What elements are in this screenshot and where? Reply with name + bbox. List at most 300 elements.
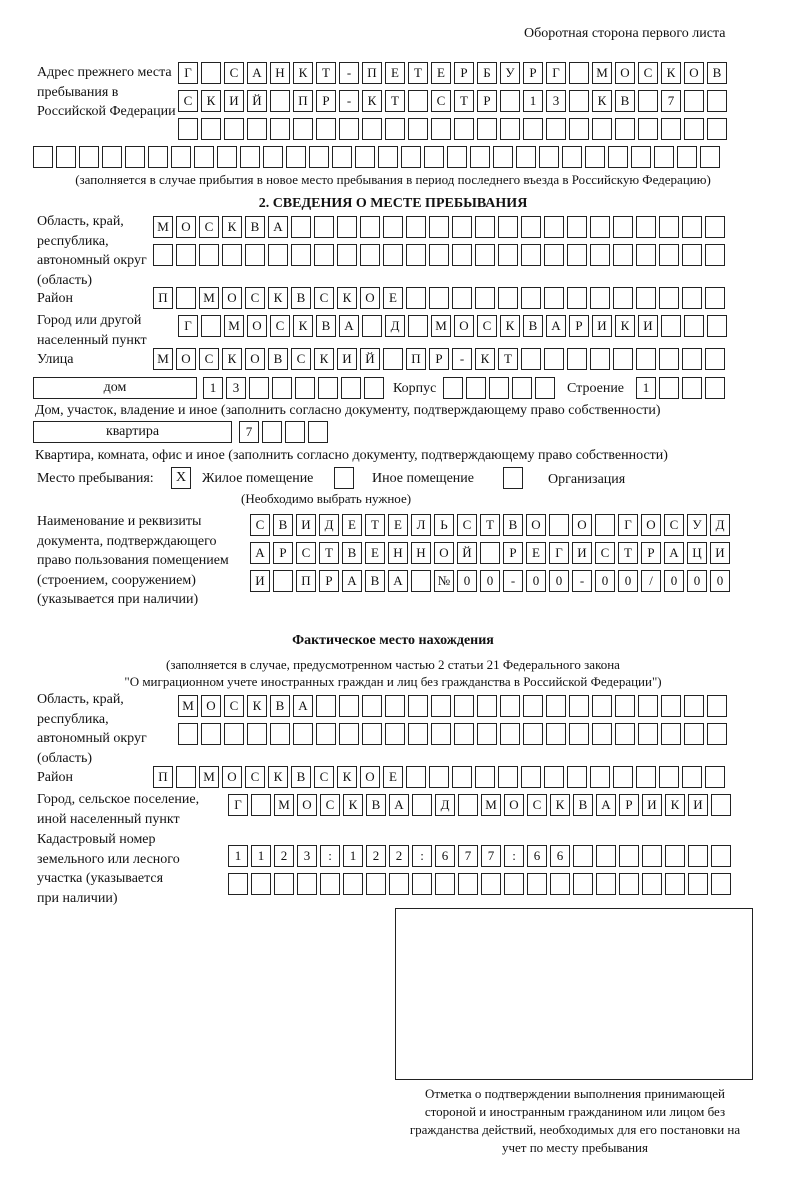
char-cell: К	[293, 62, 313, 84]
char-cell: 1	[523, 90, 543, 112]
char-cell	[247, 118, 267, 140]
korpus-cells	[443, 377, 558, 399]
region-label: Область, край, республика, автономный округ (область)	[37, 214, 147, 288]
char-cell	[435, 873, 455, 895]
char-cell: О	[572, 514, 592, 536]
region-row-1	[153, 216, 728, 238]
char-cell	[569, 695, 589, 717]
char-cell	[466, 377, 486, 399]
char-cell: Т	[408, 62, 428, 84]
char-cell	[224, 723, 244, 745]
char-cell	[431, 723, 451, 745]
char-cell: Д	[319, 514, 339, 536]
char-cell: М	[178, 695, 198, 717]
char-cell: Д	[710, 514, 730, 536]
char-cell: В	[268, 348, 288, 370]
char-cell	[569, 118, 589, 140]
char-cell	[677, 146, 697, 168]
char-cell: -	[503, 570, 523, 592]
char-cell: И	[337, 348, 357, 370]
char-cell	[364, 377, 384, 399]
char-cell	[684, 118, 704, 140]
char-cell: О	[222, 287, 242, 309]
char-cell	[201, 723, 221, 745]
char-cell	[332, 146, 352, 168]
char-cell: Е	[383, 287, 403, 309]
char-cell	[249, 377, 269, 399]
char-cell	[661, 695, 681, 717]
char-cell	[521, 244, 541, 266]
char-cell	[700, 146, 720, 168]
char-cell: В	[342, 542, 362, 564]
char-cell: К	[343, 794, 363, 816]
char-cell: П	[293, 90, 313, 112]
char-cell: В	[503, 514, 523, 536]
char-cell	[447, 146, 467, 168]
char-cell	[550, 873, 570, 895]
char-cell: С	[296, 542, 316, 564]
char-cell: А	[388, 570, 408, 592]
actual-district-row	[153, 766, 728, 788]
char-cell	[489, 377, 509, 399]
char-cell	[411, 570, 431, 592]
char-cell: К	[201, 90, 221, 112]
char-cell: О	[245, 348, 265, 370]
char-cell	[176, 287, 196, 309]
char-cell: В	[707, 62, 727, 84]
char-cell	[544, 348, 564, 370]
char-cell	[263, 146, 283, 168]
char-cell	[544, 766, 564, 788]
char-cell	[452, 766, 472, 788]
char-cell: К	[550, 794, 570, 816]
char-cell	[705, 287, 725, 309]
char-cell	[378, 146, 398, 168]
char-cell: О	[360, 287, 380, 309]
char-cell	[493, 146, 513, 168]
char-cell: К	[314, 348, 334, 370]
char-cell: 7	[481, 845, 501, 867]
char-cell: С	[664, 514, 684, 536]
char-cell: Р	[429, 348, 449, 370]
char-cell	[362, 118, 382, 140]
char-cell: Р	[569, 315, 589, 337]
char-cell	[339, 723, 359, 745]
char-cell: А	[596, 794, 616, 816]
char-cell	[638, 90, 658, 112]
char-cell	[521, 287, 541, 309]
char-cell	[619, 873, 639, 895]
house-number-cells	[203, 377, 387, 399]
char-cell: Р	[641, 542, 661, 564]
char-cell: Е	[431, 62, 451, 84]
char-cell	[544, 287, 564, 309]
char-cell	[148, 146, 168, 168]
char-cell	[705, 766, 725, 788]
char-cell: К	[222, 348, 242, 370]
char-cell: К	[500, 315, 520, 337]
char-cell	[549, 514, 569, 536]
char-cell	[429, 766, 449, 788]
char-cell	[222, 244, 242, 266]
char-cell: А	[247, 62, 267, 84]
char-cell: С	[595, 542, 615, 564]
char-cell	[406, 244, 426, 266]
char-cell	[385, 723, 405, 745]
char-cell	[316, 723, 336, 745]
char-cell: Й	[457, 542, 477, 564]
char-cell	[682, 216, 702, 238]
char-cell	[201, 118, 221, 140]
char-cell: С	[178, 90, 198, 112]
char-cell: 1	[636, 377, 656, 399]
char-cell: :	[412, 845, 432, 867]
doc-row-2	[250, 542, 733, 564]
char-cell	[546, 118, 566, 140]
char-cell	[498, 766, 518, 788]
char-cell	[408, 695, 428, 717]
char-cell	[546, 723, 566, 745]
char-cell	[475, 287, 495, 309]
char-cell	[385, 695, 405, 717]
char-cell	[711, 873, 731, 895]
char-cell	[406, 287, 426, 309]
char-cell	[362, 695, 382, 717]
char-cell: -	[339, 90, 359, 112]
char-cell	[688, 845, 708, 867]
char-cell: Т	[454, 90, 474, 112]
char-cell	[539, 146, 559, 168]
char-cell: 0	[457, 570, 477, 592]
char-cell: А	[293, 695, 313, 717]
char-cell	[684, 90, 704, 112]
place-label: Место пребывания:	[37, 471, 154, 486]
char-cell: Б	[477, 62, 497, 84]
char-cell	[297, 873, 317, 895]
char-cell: Л	[411, 514, 431, 536]
char-cell	[523, 723, 543, 745]
char-cell: П	[153, 766, 173, 788]
char-cell	[590, 287, 610, 309]
char-cell	[684, 315, 704, 337]
stroenie-cells	[636, 377, 728, 399]
char-cell	[171, 146, 191, 168]
char-cell	[272, 377, 292, 399]
char-cell	[504, 873, 524, 895]
char-cell: С	[250, 514, 270, 536]
flat-note: Квартира, комната, офис и иное (заполнить согласно документу, подтверждающему право собственности)	[35, 448, 668, 463]
char-cell	[389, 873, 409, 895]
doc-label: Наименование и реквизиты документа, подтверждающего право пользования помещением (строением, сооружением) (указывается при наличии)	[37, 514, 229, 607]
char-cell	[608, 146, 628, 168]
char-cell: 0	[595, 570, 615, 592]
cadastre-row-2	[228, 873, 734, 895]
char-cell	[360, 216, 380, 238]
char-cell: Р	[477, 90, 497, 112]
char-cell: С	[314, 766, 334, 788]
char-cell	[682, 287, 702, 309]
place-option-residential: Жилое помещение	[202, 471, 314, 486]
char-cell	[707, 315, 727, 337]
char-cell: Т	[385, 90, 405, 112]
char-cell	[178, 723, 198, 745]
char-cell: О	[526, 514, 546, 536]
char-cell	[523, 695, 543, 717]
char-cell	[224, 118, 244, 140]
char-cell: И	[688, 794, 708, 816]
place-option-other: Иное помещение	[372, 471, 474, 486]
char-cell	[431, 118, 451, 140]
char-cell: А	[664, 542, 684, 564]
char-cell	[705, 216, 725, 238]
char-cell: М	[592, 62, 612, 84]
char-cell	[544, 216, 564, 238]
char-cell: Р	[503, 542, 523, 564]
char-cell	[431, 695, 451, 717]
char-cell: В	[615, 90, 635, 112]
char-cell: О	[504, 794, 524, 816]
char-cell	[512, 377, 532, 399]
char-cell: Г	[546, 62, 566, 84]
char-cell	[475, 766, 495, 788]
char-cell	[638, 118, 658, 140]
char-cell	[636, 766, 656, 788]
char-cell: Р	[316, 90, 336, 112]
char-cell: Г	[178, 315, 198, 337]
char-cell	[654, 146, 674, 168]
char-cell: Р	[619, 794, 639, 816]
char-cell	[274, 873, 294, 895]
char-cell: О	[297, 794, 317, 816]
char-cell	[592, 118, 612, 140]
char-cell: Й	[360, 348, 380, 370]
char-cell	[475, 216, 495, 238]
stroenie-label: Строение	[567, 381, 625, 396]
char-cell	[406, 766, 426, 788]
char-cell	[521, 348, 541, 370]
char-cell	[573, 845, 593, 867]
char-cell	[429, 244, 449, 266]
char-cell: В	[270, 695, 290, 717]
char-cell	[585, 146, 605, 168]
char-cell: О	[176, 216, 196, 238]
char-cell: О	[434, 542, 454, 564]
prev-address-row-1	[178, 62, 730, 84]
char-cell	[705, 348, 725, 370]
char-cell	[659, 348, 679, 370]
char-cell: 0	[687, 570, 707, 592]
char-cell	[544, 244, 564, 266]
char-cell	[176, 766, 196, 788]
char-cell	[516, 146, 536, 168]
char-cell	[562, 146, 582, 168]
char-cell	[665, 845, 685, 867]
char-cell	[341, 377, 361, 399]
char-cell: Е	[365, 542, 385, 564]
char-cell	[523, 118, 543, 140]
char-cell: В	[291, 766, 311, 788]
char-cell	[619, 845, 639, 867]
korpus-label: Корпус	[393, 381, 437, 396]
char-cell: 1	[228, 845, 248, 867]
char-cell: А	[342, 570, 362, 592]
district-label: Район	[37, 291, 73, 306]
char-cell	[661, 723, 681, 745]
char-cell: Г	[618, 514, 638, 536]
char-cell	[711, 794, 731, 816]
char-cell: 1	[203, 377, 223, 399]
char-cell	[707, 118, 727, 140]
char-cell: 0	[710, 570, 730, 592]
char-cell: О	[615, 62, 635, 84]
char-cell: 6	[550, 845, 570, 867]
char-cell	[366, 873, 386, 895]
char-cell: 0	[664, 570, 684, 592]
char-cell	[176, 244, 196, 266]
char-cell: И	[638, 315, 658, 337]
char-cell: 2	[366, 845, 386, 867]
char-cell	[477, 118, 497, 140]
char-cell: Й	[247, 90, 267, 112]
char-cell: -	[572, 570, 592, 592]
char-cell	[383, 244, 403, 266]
char-cell: 0	[618, 570, 638, 592]
char-cell: С	[199, 348, 219, 370]
char-cell	[309, 146, 329, 168]
char-cell: Т	[618, 542, 638, 564]
char-cell	[682, 377, 702, 399]
char-cell	[688, 873, 708, 895]
char-cell	[251, 873, 271, 895]
char-cell	[567, 766, 587, 788]
char-cell	[268, 244, 288, 266]
char-cell	[659, 287, 679, 309]
char-cell: В	[245, 216, 265, 238]
char-cell	[412, 873, 432, 895]
char-cell	[521, 216, 541, 238]
char-cell	[642, 845, 662, 867]
char-cell	[408, 118, 428, 140]
char-cell	[443, 377, 463, 399]
char-cell	[684, 723, 704, 745]
char-cell: В	[573, 794, 593, 816]
char-cell: К	[665, 794, 685, 816]
char-cell: 0	[480, 570, 500, 592]
char-cell	[316, 695, 336, 717]
char-cell	[636, 216, 656, 238]
char-cell: О	[684, 62, 704, 84]
char-cell: Ь	[434, 514, 454, 536]
char-cell	[293, 118, 313, 140]
char-cell: Г	[178, 62, 198, 84]
char-cell	[406, 216, 426, 238]
char-cell	[631, 146, 651, 168]
char-cell	[615, 695, 635, 717]
char-cell: А	[339, 315, 359, 337]
char-cell: И	[296, 514, 316, 536]
char-cell	[270, 90, 290, 112]
char-cell	[125, 146, 145, 168]
flat-number-cells	[239, 421, 331, 443]
char-cell: Т	[316, 62, 336, 84]
char-cell	[385, 118, 405, 140]
char-cell	[454, 118, 474, 140]
char-cell	[199, 244, 219, 266]
char-cell	[707, 723, 727, 745]
char-cell	[659, 377, 679, 399]
char-cell: О	[641, 514, 661, 536]
actual-region-label: Область, край, республика, автономный округ (область)	[37, 692, 147, 766]
char-cell	[596, 873, 616, 895]
char-cell: Т	[498, 348, 518, 370]
char-cell	[613, 287, 633, 309]
char-cell: П	[296, 570, 316, 592]
char-cell	[429, 287, 449, 309]
char-cell	[659, 216, 679, 238]
char-cell	[498, 287, 518, 309]
char-cell	[590, 348, 610, 370]
char-cell	[339, 695, 359, 717]
char-cell	[293, 723, 313, 745]
char-cell: К	[337, 287, 357, 309]
char-cell	[337, 216, 357, 238]
char-cell	[569, 90, 589, 112]
char-cell: В	[365, 570, 385, 592]
char-cell	[240, 146, 260, 168]
char-cell	[546, 695, 566, 717]
char-cell	[314, 216, 334, 238]
char-cell	[613, 766, 633, 788]
char-cell: А	[268, 216, 288, 238]
char-cell: И	[642, 794, 662, 816]
char-cell	[682, 244, 702, 266]
char-cell	[711, 845, 731, 867]
char-cell	[682, 348, 702, 370]
page-side-header: Оборотная сторона первого листа	[524, 26, 726, 41]
char-cell: 3	[546, 90, 566, 112]
char-cell: М	[274, 794, 294, 816]
char-cell: Н	[388, 542, 408, 564]
char-cell: Г	[549, 542, 569, 564]
char-cell: :	[504, 845, 524, 867]
char-cell: 3	[297, 845, 317, 867]
char-cell: С	[245, 766, 265, 788]
char-cell	[291, 244, 311, 266]
district-row	[153, 287, 728, 309]
char-cell: М	[153, 348, 173, 370]
char-cell: Р	[454, 62, 474, 84]
char-cell	[642, 873, 662, 895]
place-note: (Необходимо выбрать нужное)	[241, 491, 412, 506]
char-cell	[412, 794, 432, 816]
char-cell: В	[291, 287, 311, 309]
char-cell: 6	[527, 845, 547, 867]
char-cell: В	[366, 794, 386, 816]
char-cell: Р	[273, 542, 293, 564]
char-cell	[659, 766, 679, 788]
char-cell	[573, 873, 593, 895]
place-option-checkbox-residential: X	[171, 467, 191, 489]
char-cell	[470, 146, 490, 168]
char-cell: П	[362, 62, 382, 84]
actual-location-title: Фактическое место нахождения	[292, 633, 494, 648]
char-cell: -	[339, 62, 359, 84]
char-cell: В	[316, 315, 336, 337]
place-option-checkbox-organization	[503, 467, 523, 489]
char-cell	[285, 421, 305, 443]
char-cell: М	[481, 794, 501, 816]
char-cell	[318, 377, 338, 399]
